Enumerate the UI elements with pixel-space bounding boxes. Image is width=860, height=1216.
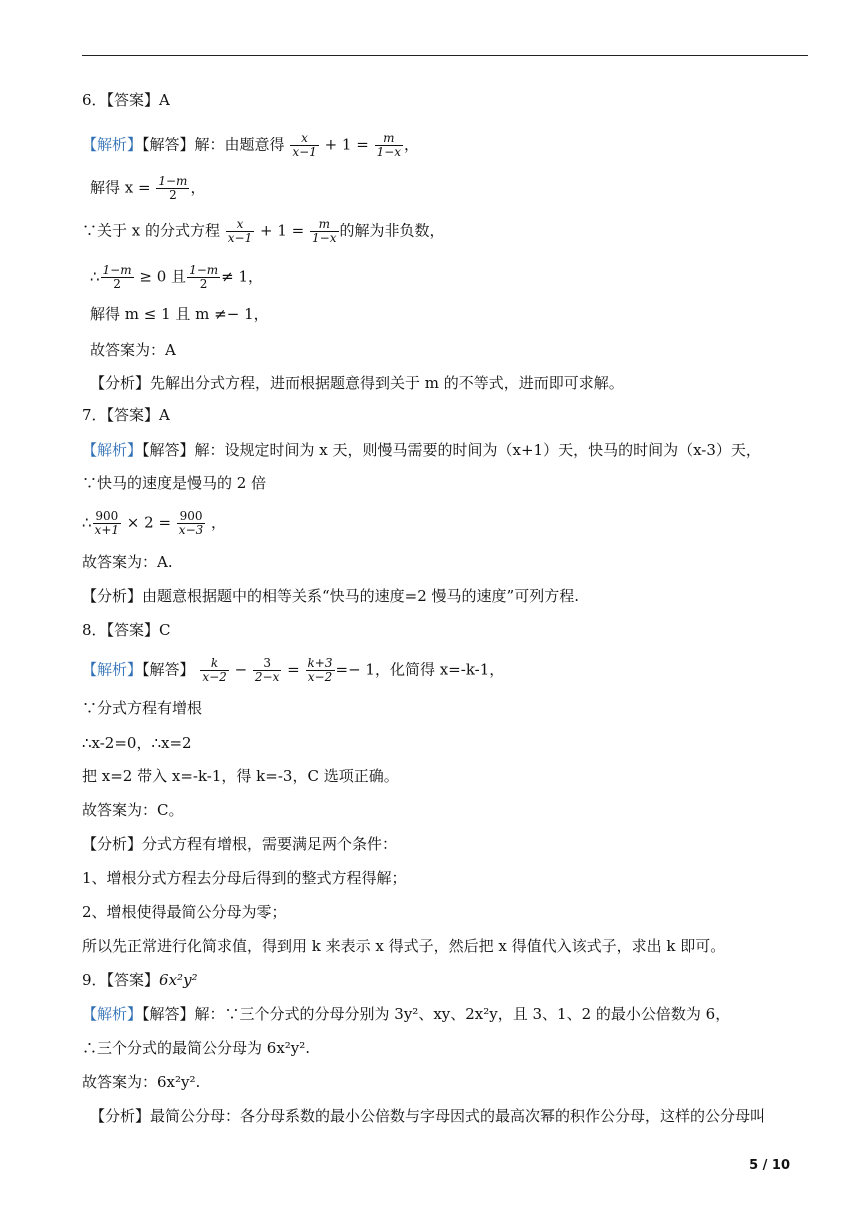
q6-final: 故答案为：A [90,341,176,359]
fraction: $\frac{1-m}{2}$ [158,174,188,202]
q7-condition: ∵快马的速度是慢马的 2 倍 [82,474,267,492]
fraction: $\frac{k}{x-2}$ [202,656,227,684]
q8-l17: ∵分式方程有增根 [82,699,203,717]
fraction: $\frac{1-m}{2}$ [189,263,219,291]
q9-analysis: 【解析】【解答】解：∵三个分式的分母分别为 3y²、xy、2x²y，且 3、1、2 的最小公倍数为 6， [82,1005,731,1023]
q6-inequality: ∴ $\frac{1-m}{2}$ ≥ 0 且 $\frac{1-m}{2}$ ≠ 1， [90,263,264,291]
q9-fenxi: 【分析】最简公分母：各分母系数的最小公倍数与字母因式的最高次幂的积作公分母，这样的公分母叫 [90,1107,766,1125]
q6-analysis: 【解析】【解答】解：由题意得 $\frac{x}{x-1}$ + 1 = $\frac{m}{1-x}$ ， [82,131,420,159]
q8-analysis: 【解析】【解答】 $\frac{k}{x-2}$ − $\frac{3}{2-x}$ = $\frac{k+3}{x-2}$ =− 1，化简得 x=-k-1， [82,656,505,684]
text: + 1 = [324,135,369,154]
q8-l23: 2、增根使得最简公分母为零； [82,903,287,921]
q9-l27: ∴三个分式的最简公分母为 6x²y². [82,1039,311,1057]
q6-condition: ∵关于 x 的分式方程 $\frac{x}{x-1}$ + 1 = $\frac{m}{1-x}$ 的解为非负数， [82,217,445,245]
q7-final: 故答案为：A. [82,553,173,571]
fraction: $\frac{x}{x-1}$ [227,217,253,245]
q9-final: 故答案为：6x²y². [82,1073,201,1091]
q6-solve-x: 解得 x = $\frac{1-m}{2}$ ， [90,174,206,202]
q8-final: 故答案为：C。 [82,801,184,819]
q8-l18: ∴x-2=0，∴x=2 [82,734,192,752]
q8-l22: 1、增根分式方程去分母后得到的整式方程得解； [82,869,407,887]
fraction: $\frac{m}{1-x}$ [376,131,402,159]
q7-fenxi: 【分析】由题意根据题中的相等关系“快马的速度=2 慢马的速度”可列方程. [82,587,579,605]
header-rule [82,55,808,56]
page-number: 5 / 10 [749,1158,790,1173]
fraction: $\frac{m}{1-x}$ [312,217,337,245]
fraction: $\frac{k+3}{x-2}$ [307,656,333,684]
q7-answer: 7．【答案】A [82,406,170,424]
q6-result: 解得 m ≤ 1 且 m ≠− 1， [90,305,269,323]
fraction: $\frac{1-m}{2}$ [102,263,132,291]
q8-fenxi: 【分析】分式方程有增根，需要满足两个条件： [82,835,398,853]
q8-answer: 8．【答案】C [82,621,171,639]
jiexi-label: 【解析】 [82,1005,143,1023]
q8-l24: 所以先正常进行化简求值，得到用 k 来表示 x 得式子，然后把 x 得值代入该式子，求出 k 即可。 [82,937,726,955]
fraction: $\frac{3}{2-x}$ [254,656,280,684]
q7-equation: ∴ $\frac{900}{x+1}$ × 2 = $\frac{900}{x-3}$ ， [82,509,227,537]
fraction: $\frac{900}{x+1}$ [94,509,120,537]
q9-answer: 9．【答案】6x²y² [82,971,198,989]
q7-analysis: 【解析】【解答】解：设规定时间为 x 天，则慢马需要的时间为（x+1）天，快马的时间为（x-3）天， [82,441,761,459]
q6-fenxi: 【分析】先解出分式方程，进而根据题意得到关于 m 的不等式，进而即可求解。 [90,374,624,392]
jiexi-label: 【解析】 [82,660,143,679]
jiexi-label: 【解析】 [82,441,143,459]
q8-l19: 把 x=2 带入 x=-k-1，得 k=-3，C 选项正确。 [82,767,399,785]
text: 【解答】解：由题意得 [142,135,285,154]
q6-answer: 6．【答案】A [82,91,170,109]
jiexi-label: 【解析】 [82,135,143,154]
fraction: $\frac{x}{x-1}$ [292,131,317,159]
fraction: $\frac{900}{x-3}$ [178,509,204,537]
